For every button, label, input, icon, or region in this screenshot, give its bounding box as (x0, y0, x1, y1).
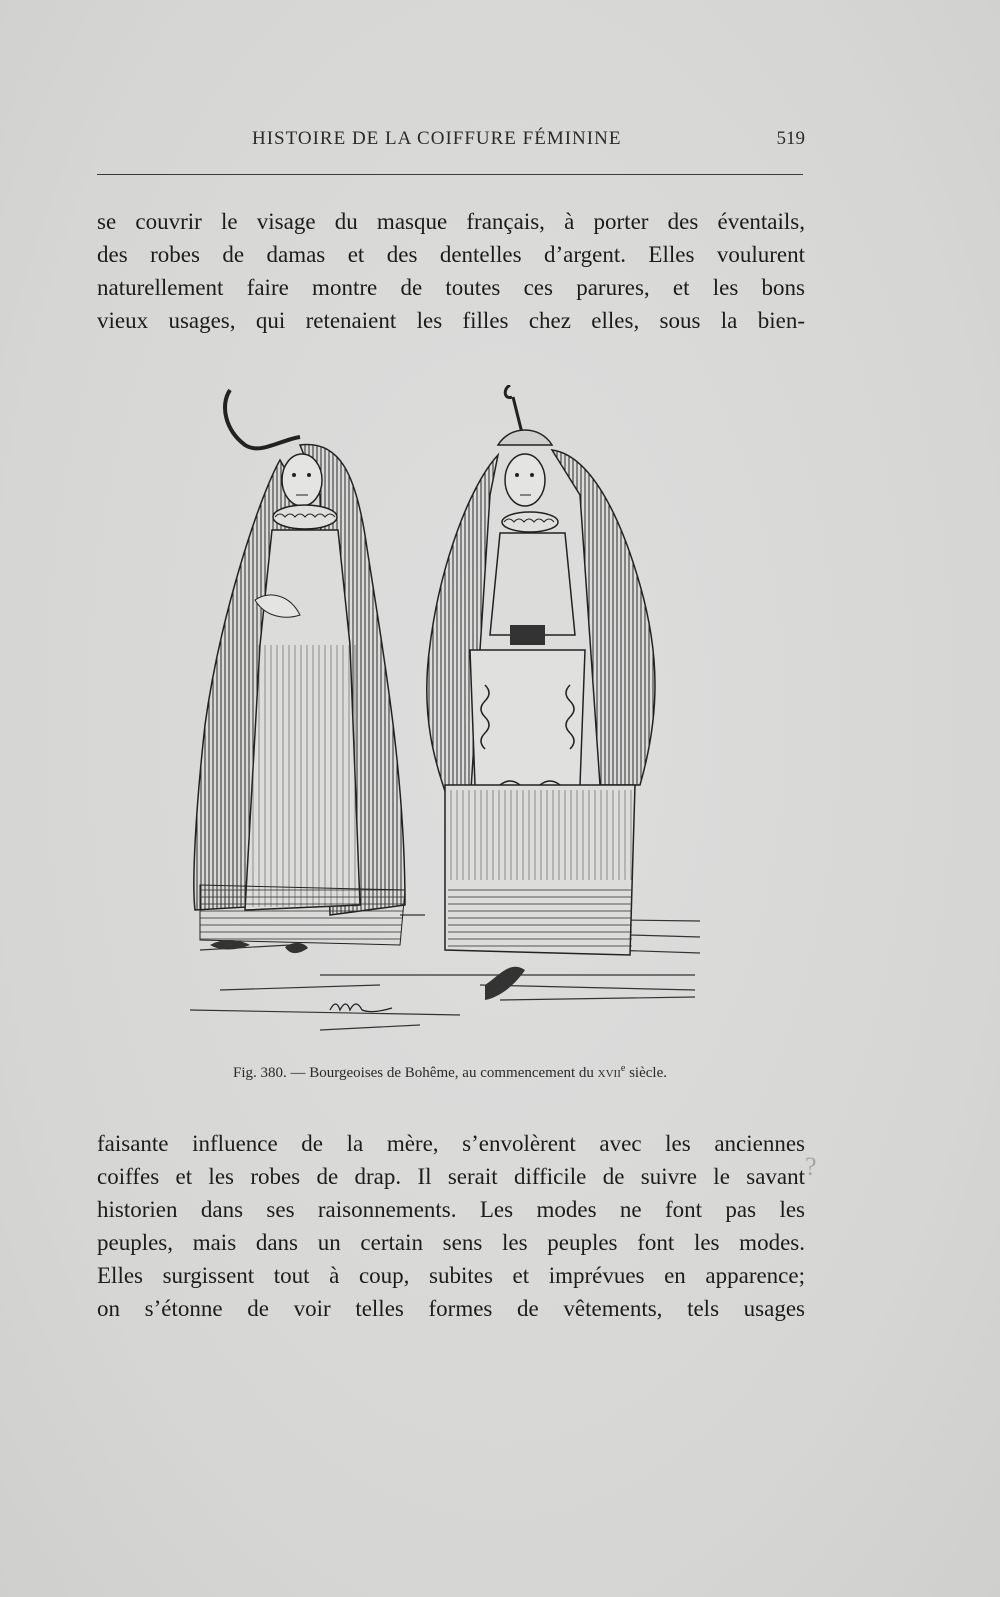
header-rule (97, 174, 803, 175)
right-woman-figure (427, 385, 655, 1000)
text-line: on s’étonne de voir telles formes de vêtements, tels usages (97, 1296, 805, 1321)
caption-text: Fig. 380. — Bourgeoises de Bohême, au commencement du (233, 1065, 598, 1081)
artist-signature (330, 1004, 392, 1012)
paragraph-top (97, 205, 805, 337)
caption-superscript: e (620, 1063, 626, 1074)
text-line: vieux usages, qui retenaient les filles chez elles, sous la bien- (97, 308, 805, 333)
engraving-illustration (180, 385, 720, 1050)
paragraph-bottom (97, 1127, 805, 1325)
caption-century: xvii (597, 1065, 621, 1081)
running-title: HISTOIRE DE LA COIFFURE FÉMININE (252, 128, 622, 149)
caption-suffix: siècle. (625, 1065, 667, 1081)
figure-caption (180, 1063, 720, 1082)
left-woman-figure (194, 390, 405, 953)
text-line: des robes de damas et des dentelles d’argent. Elles voulurent (97, 242, 805, 267)
text-line: Elles surgissent tout à coup, subites et imprévues en apparence; (97, 1263, 805, 1288)
running-header (97, 128, 805, 158)
text-line: coiffes et les robes de drap. Il serait difficile de suivre le savant (97, 1164, 805, 1189)
page-number: 519 (776, 128, 805, 149)
text-line: peuples, mais dans un certain sens les peuples font les modes. (97, 1230, 805, 1255)
text-line: faisante influence de la mère, s’envolèrent avec les anciennes (97, 1131, 805, 1156)
pencil-margin-mark: ? (805, 1152, 817, 1181)
text-line: se couvrir le visage du masque français, à porter des éventails, (97, 209, 805, 234)
text-line: historien dans ses raisonnements. Les modes ne font pas les (97, 1197, 805, 1222)
text-line: naturellement faire montre de toutes ces parures, et les bons (97, 275, 805, 300)
